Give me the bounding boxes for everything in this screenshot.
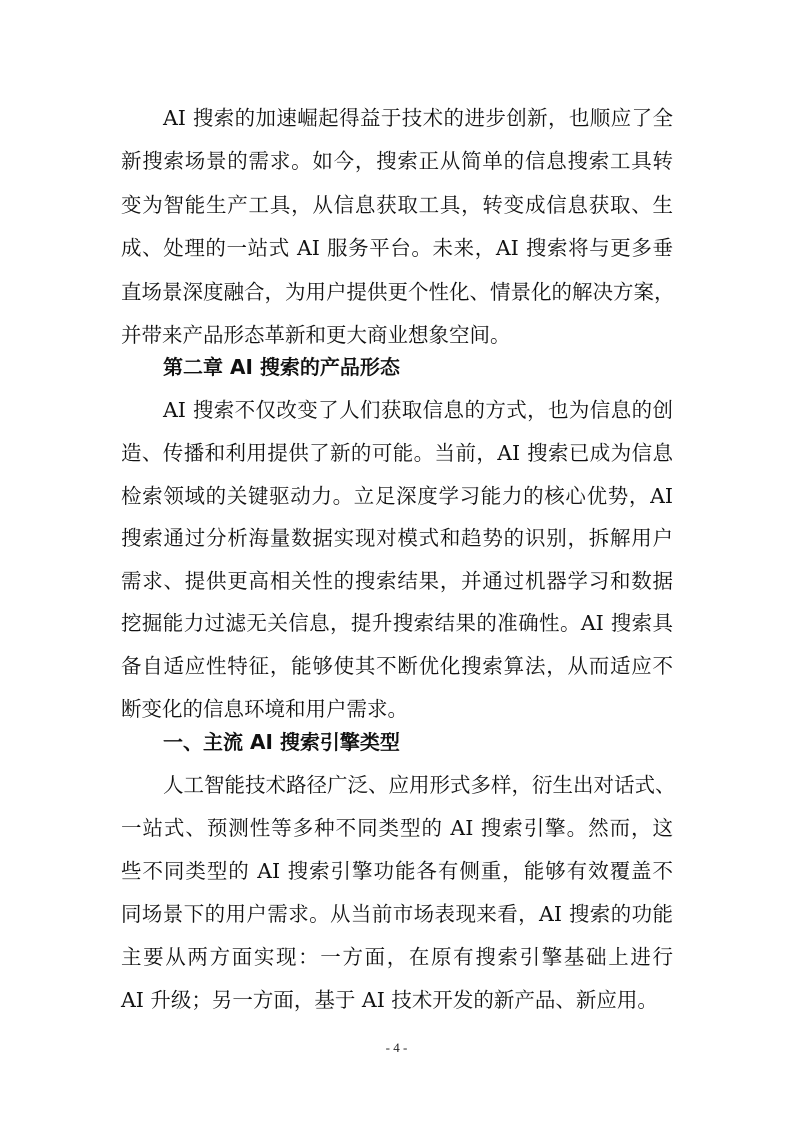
paragraph-3-line-6: AI 升级；另一方面，基于 AI 技术开发的新产品、新应用。 <box>121 988 658 1012</box>
paragraph-2-line-5: 需求、提供更高相关性的搜索结果，并通过机器学习和数据 <box>121 569 673 593</box>
paragraph-2-line-4: 搜索通过分析海量数据实现对模式和趋势的识别，拆解用户 <box>121 526 673 550</box>
paragraph-1-line-6: 并带来产品形态革新和更大商业想象空间。 <box>121 323 511 347</box>
paragraph-1-line-4: 成、处理的一站式 AI 服务平台。未来，AI 搜索将与更多垂 <box>121 236 673 260</box>
paragraph-3-line-1: 人工智能技术路径广泛、应用形式多样，衍生出对话式、 <box>163 773 676 797</box>
paragraph-1-line-3: 变为智能生产工具，从信息获取工具，转变成信息获取、生 <box>121 193 673 217</box>
paragraph-2-line-1: AI 搜索不仅改变了人们获取信息的方式，也为信息的创 <box>163 398 673 422</box>
paragraph-2-line-6: 挖掘能力过滤无关信息，提升搜索结果的准确性。AI 搜索具 <box>121 611 673 635</box>
paragraph-3-line-4: 同场景下的用户需求。从当前市场表现来看，AI 搜索的功能 <box>121 902 673 926</box>
paragraph-1-line-1: AI 搜索的加速崛起得益于技术的进步创新，也顺应了全 <box>163 106 673 130</box>
paragraph-2-line-3: 检索领域的关键驱动力。立足深度学习能力的核心优势，AI <box>121 484 673 508</box>
section-heading: 一、主流 AI 搜索引擎类型 <box>163 730 400 754</box>
paragraph-3-line-5: 主要从两方面实现：一方面，在原有搜索引擎基础上进行 <box>121 945 673 969</box>
chapter-heading: 第二章 AI 搜索的产品形态 <box>163 355 400 379</box>
paragraph-1-line-5: 直场景深度融合，为用户提供更个性化、情景化的解决方案， <box>121 280 675 304</box>
paragraph-2-line-8: 断变化的信息环境和用户需求。 <box>121 697 408 721</box>
paragraph-3-line-3: 些不同类型的 AI 搜索引擎功能各有侧重，能够有效覆盖不 <box>121 859 673 883</box>
page-number: - 4 - <box>385 1040 408 1055</box>
paragraph-3-line-2: 一站式、预测性等多种不同类型的 AI 搜索引擎。然而，这 <box>121 816 673 840</box>
paragraph-2-line-7: 备自适应性特征，能够使其不断优化搜索算法，从而适应不 <box>121 654 673 678</box>
paragraph-1-line-2: 新搜索场景的需求。如今，搜索正从简单的信息搜索工具转 <box>121 149 673 173</box>
paragraph-2-line-2: 造、传播和利用提供了新的可能。当前，AI 搜索已成为信息 <box>121 441 673 465</box>
